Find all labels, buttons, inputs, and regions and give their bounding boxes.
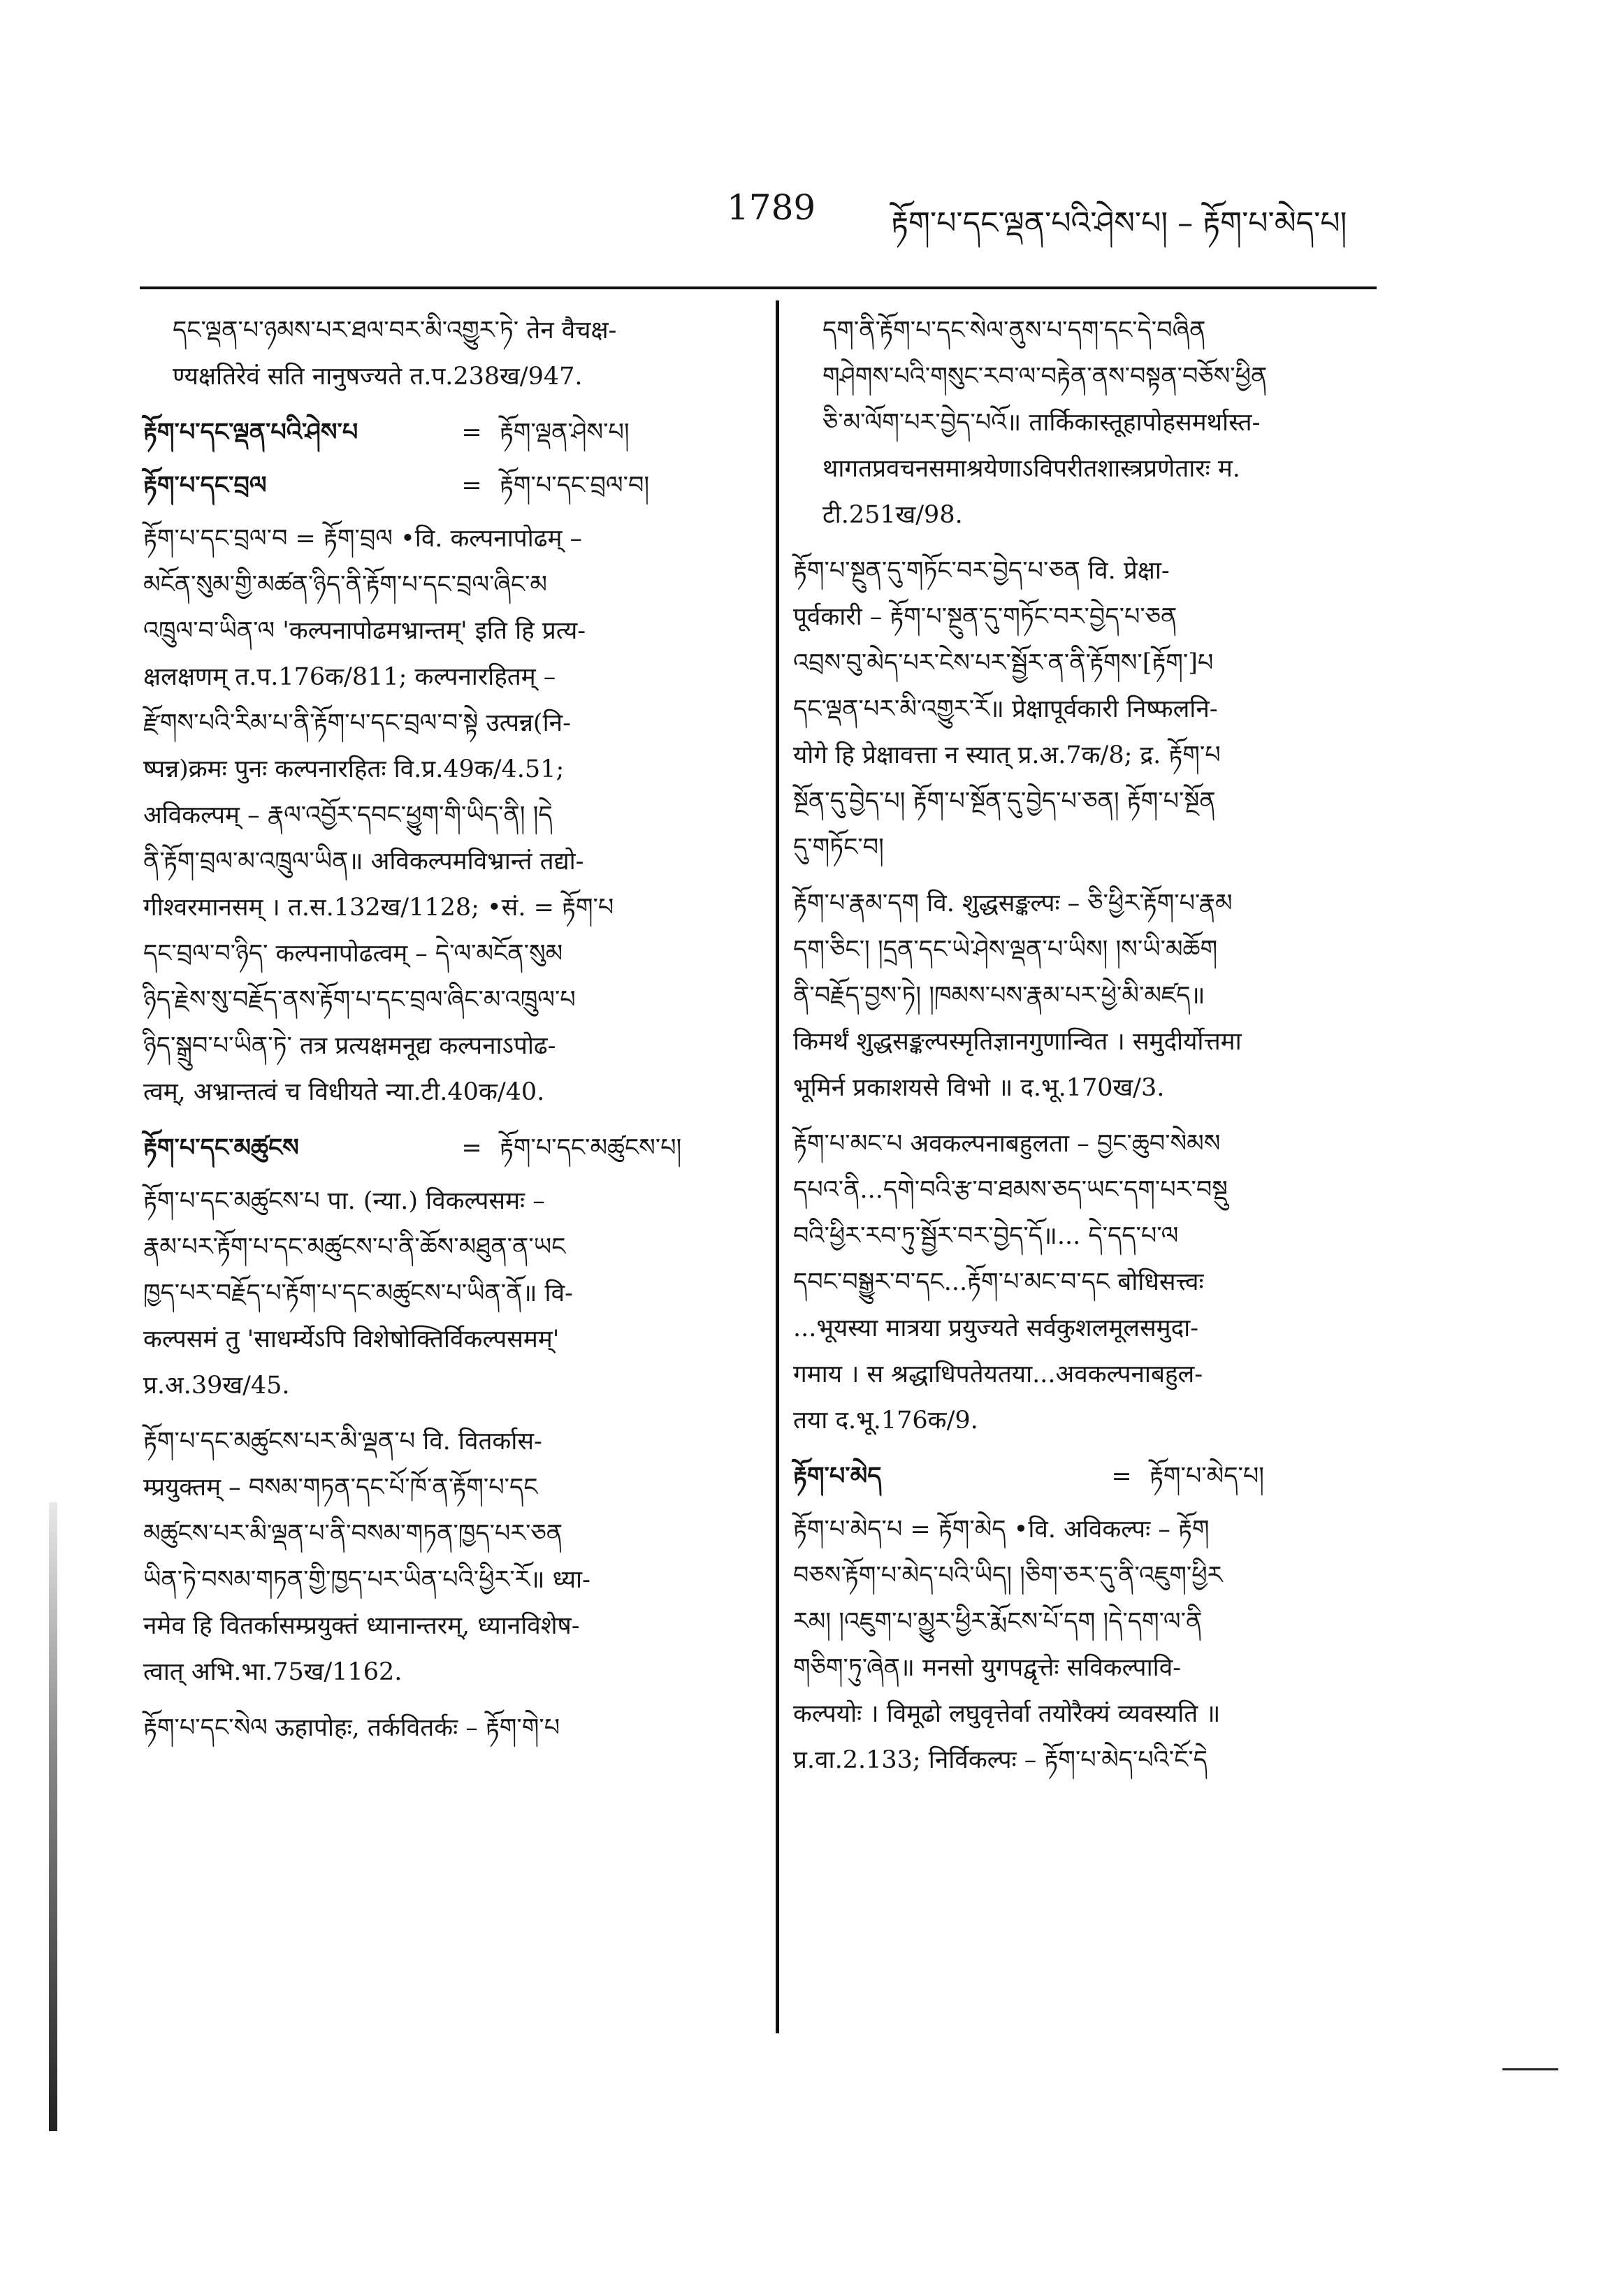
entry-line: རྟོག་པ་དང་སེལ ऊहापोहः, तर्कवितर्कः – རྟོག་གེ་པ bbox=[143, 1714, 560, 1742]
header-rule bbox=[140, 286, 1377, 289]
entry-line: ཁྱད་པར་བརྗོད་པ་རྟོག་པ་དང་མཚུངས་པ་ཡིན་ནོ॥ वि- bbox=[143, 1279, 573, 1307]
entry-line: ནི་བརྗོད་བྱས་ཏེ། །ཁམས་པས་རྣམ་པར་ཕྱེ་མི་མཛད॥ bbox=[793, 982, 1205, 1010]
entry-line: ཅི་མ་ལོག་པར་བྱེད་པའོ॥ तार्किकास्तूहापोहसमर्थास्त- bbox=[822, 409, 1261, 437]
entry-line: किमर्थं शुद्धसङ्कल्पस्मृतिज्ञानगुणान्वित । समुदीर्योत्तमा bbox=[793, 1028, 1242, 1056]
dictionary-entry bbox=[143, 516, 758, 1115]
dictionary-entry bbox=[793, 1121, 1380, 1444]
entry-line: प्र.वा.2.133; निर्विकल्पः – རྟོག་པ་མེད་པའི་ངོ་དེ bbox=[793, 1746, 1208, 1774]
xref-eq: = bbox=[461, 1134, 482, 1162]
dictionary-entry bbox=[793, 880, 1380, 1111]
entry-line: གཅིག་ཏུ་ཞེན॥ मनसो युगपद्वृत्तेः सविकल्पावि- bbox=[793, 1654, 1181, 1682]
right-column bbox=[793, 307, 1380, 1793]
entry-line: ཉིད་རྗེས་སུ་བརྗོད་ནས་རྟོག་པ་དང་བྲལ་ཞིང་མ་འཁྲུལ་པ bbox=[143, 986, 576, 1014]
entry-line: ཉིད་སྒྲུབ་པ་ཡིན་ཏེ་ तत्र प्रत्यक्षमनूद्य कल्पनाऽपोढ- bbox=[143, 1032, 556, 1060]
entry-line: गीश्वरमानसम् । त.स.132ख/1128; •सं. = རྟོག་པ bbox=[143, 894, 614, 922]
dictionary-entry bbox=[143, 1178, 758, 1409]
entry-line: पूर्वकारी – རྟོག་པ་སྔུན་དུ་གཏོང་བར་བྱེད་པ་ཅན bbox=[793, 603, 1177, 631]
entry-line: གཤེགས་པའི་གསུང་རབ་ལ་བརྟེན་ནས་བསྟན་བཅོས་ཕྱིན bbox=[822, 363, 1268, 391]
entry-line: རྟོག་པ་དང་བྲལ་བ = རྟོག་བྲལ •वि. कल्पनापोढम् – bbox=[143, 525, 583, 553]
xref-target: རྟོག་པ་དང་བྲལ་བ། bbox=[500, 472, 650, 500]
page-number: 1789 bbox=[727, 187, 816, 228]
xref-head: རྟོག་པ་དང་བྲལ bbox=[143, 471, 267, 500]
dictionary-entry bbox=[793, 548, 1380, 871]
entry-line: कल्पसमं तु 'साधर्म्येऽपि विशेषोक्तिर्विकल्पसमम्' bbox=[143, 1326, 560, 1353]
cross-reference bbox=[143, 463, 758, 509]
entry-line: དག་ནི་རྟོག་པ་དང་སེལ་ནུས་པ་དག་དང་དེ་བཞིན bbox=[822, 317, 1206, 344]
entry-line: སྔོན་དུ་བྱེད་པ། རྟོག་པ་སྔོན་དུ་བྱེད་པ་ཅན། རྟོག་པ་སྔོན bbox=[793, 787, 1216, 815]
entry-line: प्र.अ.39ख/45. bbox=[143, 1372, 290, 1400]
page-header bbox=[727, 187, 1347, 241]
binding-shadow bbox=[49, 1502, 57, 2131]
entry-line: མངོན་སུམ་གྱི་མཚན་ཉིད་ནི་རྟོག་པ་དང་བྲལ་ཞིང་མ bbox=[143, 571, 547, 599]
left-column bbox=[143, 307, 758, 1761]
continued-text bbox=[143, 307, 758, 400]
entry-line: नमेव हि वितर्कासम्प्रयुक्तं ध्यानान्तरम्, ध्यानविशेष- bbox=[143, 1612, 580, 1640]
entry-line: དཔའ་ནི...དགེ་བའི་རྩ་བ་ཐམས་ཅད་ཡང་དག་པར་བསྡུ bbox=[793, 1176, 1228, 1204]
entry-line: འཁྲུལ་བ་ཡིན་ལ 'कल्पनापोढमभ्रान्तम्' इति हि प्रत्य- bbox=[143, 617, 586, 645]
entry-line: རྟོག་པ་དང་མཚུངས་པ पा. (न्या.) विकल्पसमः – bbox=[143, 1187, 545, 1215]
entry-line: कल्पयोः । विमूढो लघुवृत्तेर्वा तयोरैक्यं व्यवस्यति ॥ bbox=[793, 1700, 1221, 1728]
entry-line: བའི་ཕྱིར་རབ་ཏུ་སྦྱོར་བར་བྱེད་དོ॥... དེ་དད་པ་ལ bbox=[793, 1222, 1179, 1250]
cross-reference bbox=[143, 1125, 758, 1171]
xref-head: རྟོག་པ་མེད bbox=[793, 1462, 882, 1490]
xref-head: རྟོག་པ་དང་མཚུངས bbox=[143, 1133, 299, 1162]
running-head: རྟོག་པ་དང་ལྡན་པའི་ཤེས་པ། – རྟོག་པ་མེད་པ། bbox=[891, 205, 1347, 241]
entry-line: མཚུངས་པར་མི་ལྡན་པ་ནི་བསམ་གཏན་ཁྱད་པར་ཅན bbox=[143, 1520, 563, 1548]
entry-line: དག་ཅིང་། །དྲན་དང་ཡེ་ཤེས་ལྡན་པ་ཡིས། །ས་ཡི་མཆོག bbox=[793, 936, 1218, 964]
entry-line: ष्पन्न)क्रमः पुनः कल्पनारहितः वि.प्र.49क/4.51; bbox=[143, 755, 565, 783]
dictionary-entry bbox=[143, 1418, 758, 1695]
entry-line: त्वात् अभि.भा.75ख/1162. bbox=[143, 1658, 403, 1686]
entry-line: རྟོག་པ་སྔུན་དུ་གཏོང་བར་བྱེད་པ་ཅན वि. प्रेक्षा- bbox=[793, 557, 1170, 585]
entry-line: རྟོག་པ་རྣམ་དག वि. शुद्धसङ्कल्पः – ཅི་ཕྱིར་རྟོག་པ་རྣམ bbox=[793, 890, 1233, 917]
entry-line: རྟོག་པ་མང་པ अवकल्पनाबहुलता – བྱང་ཆུབ་སེམས bbox=[793, 1130, 1221, 1158]
entry-line: དབང་བསྒྱུར་བ་དང...རྟོག་པ་མང་བ་དང बोधिसत्त्वः bbox=[793, 1268, 1204, 1296]
entry-line: དང་ལྡན་པ་ཉམས་པར་ཐལ་བར་མི་འགྱུར་ཏེ་ तेन वैचक्ष- bbox=[173, 317, 617, 344]
entry-line: རམ། །འཇུག་པ་མྱུར་ཕྱིར་རྨོངས་པོ་དག །དེ་དག་ལ་ནི bbox=[793, 1608, 1203, 1636]
xref-target: རྟོག་ལྡན་ཤེས་པ། bbox=[500, 419, 630, 446]
entry-line: ཡིན་ཏེ་བསམ་གཏན་གྱི་ཁྱད་པར་ཡིན་པའི་ཕྱིར་རོ॥ ध्या- bbox=[143, 1566, 590, 1594]
entry-line: क्षलक्षणम् त.प.176क/811; कल्पनारहितम् – bbox=[143, 663, 556, 691]
entry-line: भूमिर्न प्रकाशयसे विभो ॥ द.भू.170ख/3. bbox=[793, 1074, 1165, 1102]
continued-text bbox=[793, 307, 1380, 538]
entry-line: ...भूयस्या मात्रया प्रयुज्यते सर्वकुशलमूलसमुदा- bbox=[793, 1314, 1199, 1342]
dictionary-entry bbox=[143, 1705, 758, 1751]
xref-eq: = bbox=[461, 419, 482, 446]
entry-line: འབྲས་བུ་མེད་པར་ངེས་པར་སྦྱོར་ན་ནི་རྟོགས་[རྟོག་]པ bbox=[793, 649, 1214, 677]
entry-line: थागतप्रवचनसमाश्रयेणाऽविपरीतशास्त्रप्रणेतारः म. bbox=[822, 455, 1240, 483]
entry-line: རྟོག་པ་མེད་པ = རྟོག་མེད •वि. अविकल्पः – རྟོག bbox=[793, 1516, 1210, 1544]
entry-line: དང་ལྡན་པར་མི་འགྱུར་རོ॥ प्रेक्षापूर्वकारी निष्फलनि- bbox=[793, 695, 1218, 723]
xref-target: རྟོག་པ་མེད་པ། bbox=[1150, 1462, 1265, 1490]
column-divider bbox=[776, 300, 779, 2033]
xref-eq: = bbox=[461, 472, 482, 500]
entry-line: བཅས་རྟོག་པ་མེད་པའི་ཡིད། །ཅིག་ཅར་དུ་ནི་འཇུག་ཕྱིར bbox=[793, 1562, 1223, 1590]
entry-line: རྫོགས་པའི་རིམ་པ་ནི་རྟོག་པ་དང་བྲལ་བ་སྟེ उत्पन्न(नि- bbox=[143, 709, 571, 737]
xref-target: རྟོག་པ་དང་མཚུངས་པ། bbox=[500, 1134, 682, 1162]
entry-line: योगे हि प्रेक्षावत्ता न स्यात् प्र.अ.7क/8; द्र. རྟོག་པ bbox=[793, 741, 1221, 769]
entry-line: गमाय । स श्रद्धाधिपतेयतया...अवकल्पनाबहुल- bbox=[793, 1360, 1203, 1388]
entry-line: ནི་རྟོག་བྲལ་མ་འཁྲུལ་ཡིན॥ अविकल्पमविभ्रान्तं तद्यो- bbox=[143, 848, 584, 876]
entry-line: अविकल्पम् – རྣལ་འབྱོར་དབང་ཕྱུག་གི་ཡིད་ནི། །དེ bbox=[143, 801, 553, 829]
entry-line: म्प्रयुक्तम् – བསམ་གཏན་དང་པོ་ཁོ་ན་རྟོག་པ་དང bbox=[143, 1474, 538, 1502]
entry-line: དང་བྲལ་བ་ཉིད་ कल्पनापोढत्वम् – དེ་ལ་མངོན་སུམ bbox=[143, 940, 563, 968]
entry-line: टी.251ख/98. bbox=[822, 501, 963, 529]
xref-eq: = bbox=[1111, 1462, 1132, 1490]
cross-reference bbox=[143, 409, 758, 456]
entry-line: རྟོག་པ་དང་མཚུངས་པར་མི་ལྡན་པ वि. वितर्कास- bbox=[143, 1428, 542, 1455]
cross-reference bbox=[793, 1453, 1380, 1500]
dictionary-entry bbox=[793, 1506, 1380, 1783]
entry-line: त्वम्, अभ्रान्तत्वं च विधीयते न्या.टी.40क/40. bbox=[143, 1078, 545, 1106]
margin-tick bbox=[1502, 2068, 1558, 2070]
entry-line: དུ་གཏོང་བ། bbox=[793, 834, 884, 862]
entry-line: ण्यक्षतिरेवं सति नानुषज्यते त.प.238ख/947. bbox=[173, 363, 583, 391]
xref-head: རྟོག་པ་དང་ལྡན་པའི་ཤེས་པ bbox=[143, 418, 358, 446]
entry-line: རྣམ་པར་རྟོག་པ་དང་མཚུངས་པ་ནི་ཆོས་མཐུན་ན་ཡང bbox=[143, 1233, 566, 1261]
entry-line: तया द.भू.176क/9. bbox=[793, 1407, 978, 1435]
